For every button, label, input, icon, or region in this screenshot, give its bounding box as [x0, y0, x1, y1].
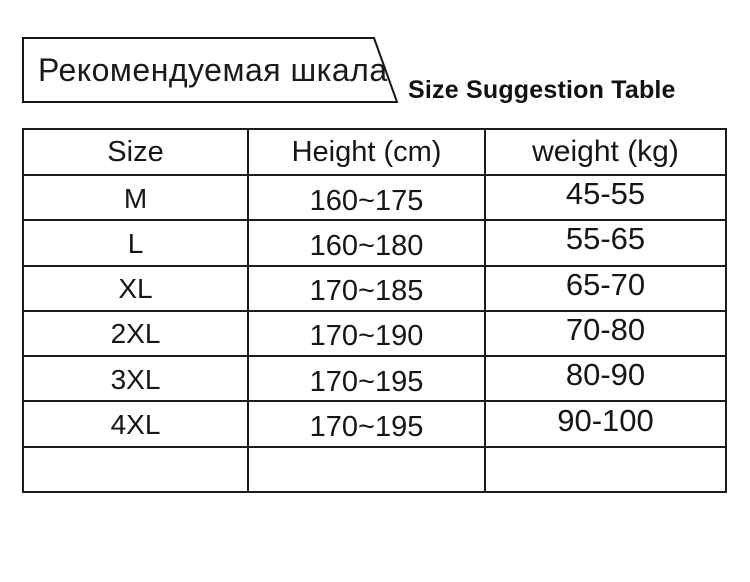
table-row — [23, 401, 726, 446]
height-cell: 170~195 — [248, 356, 485, 401]
weight-cell: 65-70 — [485, 266, 726, 311]
weight-cell: 90-100 — [485, 401, 726, 446]
height-cell: 160~175 — [248, 175, 485, 220]
size-cell: M — [23, 175, 248, 220]
size-cell — [23, 447, 248, 492]
page-subtitle: Size Suggestion Table — [408, 76, 676, 104]
size-cell: XL — [23, 266, 248, 311]
table-row — [23, 266, 726, 311]
height-cell: 170~190 — [248, 311, 485, 356]
size-cell: 3XL — [23, 356, 248, 401]
table-row — [23, 356, 726, 401]
weight-cell: 80-90 — [485, 356, 726, 401]
table-header-row — [23, 129, 726, 175]
col-header-size: Size — [23, 129, 248, 175]
size-cell: 2XL — [23, 311, 248, 356]
banner — [22, 37, 400, 103]
table-row — [23, 311, 726, 356]
weight-cell: 55-65 — [485, 220, 726, 265]
weight-cell: 45-55 — [485, 175, 726, 220]
height-cell: 160~180 — [248, 220, 485, 265]
height-cell — [248, 447, 485, 492]
weight-cell: 70-80 — [485, 311, 726, 356]
height-cell: 170~185 — [248, 266, 485, 311]
banner-title-russian: Рекомендуемая шкала — [38, 51, 388, 88]
col-header-height: Height (cm) — [248, 129, 485, 175]
table-row-empty — [23, 447, 726, 492]
height-cell: 170~195 — [248, 401, 485, 446]
col-header-weight: weight (kg) — [485, 129, 726, 175]
weight-cell — [485, 447, 726, 492]
size-cell: 4XL — [23, 401, 248, 446]
size-suggestion-table — [22, 128, 727, 493]
table-row — [23, 175, 726, 220]
size-cell: L — [23, 220, 248, 265]
table-row — [23, 220, 726, 265]
